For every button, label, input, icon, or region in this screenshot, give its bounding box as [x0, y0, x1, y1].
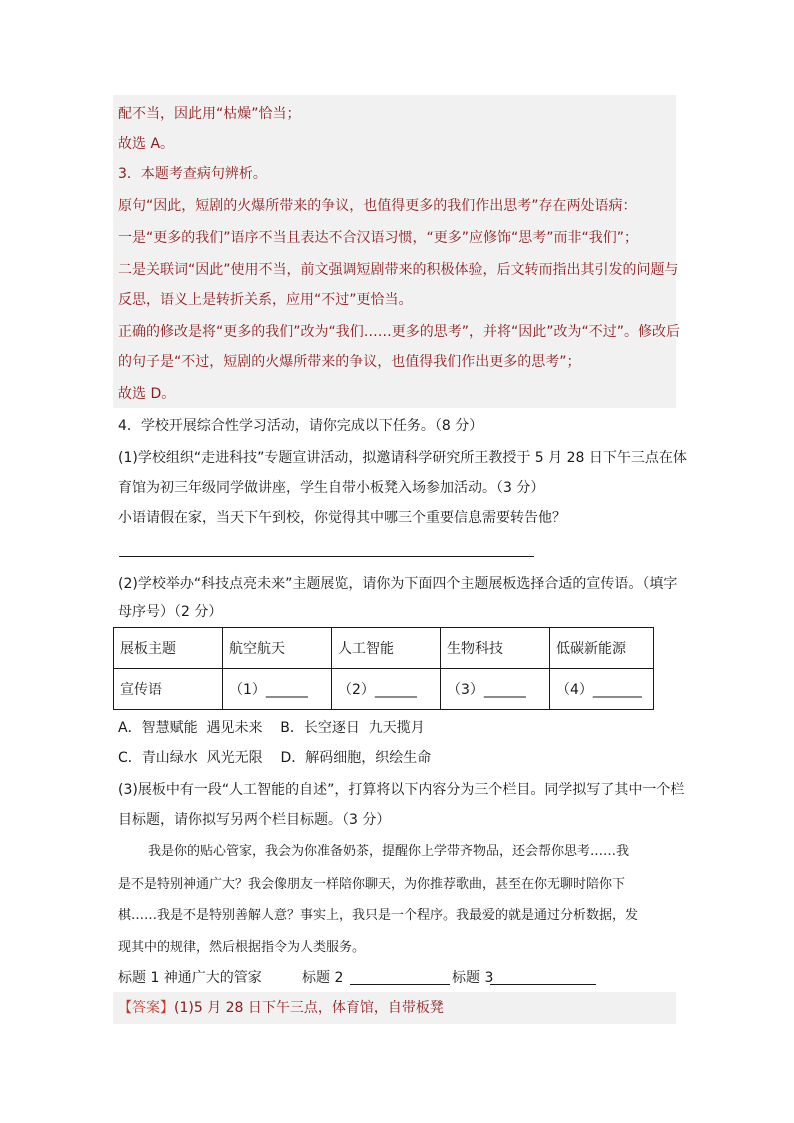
- table-cell[interactable]: （2）______: [332, 669, 441, 710]
- explanation-line: 反思，语义上是转折关系，应用“不过”更恰当。: [118, 292, 413, 308]
- passage-line: 我是你的贴心管家，我会为你准备奶茶，提醒你上学带齐物品，还会帮你思考……我: [148, 844, 630, 859]
- passage-line: 现其中的规律，然后根据指令为人类服务。: [118, 940, 366, 955]
- part2-line: 母序号）（2 分）: [118, 604, 223, 620]
- answer-text: (1)5 月 28 日下午三点，体育馆，自带板凳: [174, 1000, 444, 1016]
- table-cell: 低碳新能源: [550, 628, 654, 669]
- explanation-line: 二是关联词“因此”使用不当，前文强调短剧带来的积极体验，后文转而指出其引发的问题与: [118, 262, 679, 278]
- table-cell: 宣传语: [114, 669, 223, 710]
- title-2-label: 标题 2: [302, 970, 344, 986]
- table-cell: 航空航天: [223, 628, 332, 669]
- explanation-line: 的句子是“不过，短剧的火爆所带来的争议，也值得我们作出更多的思考”；: [118, 354, 581, 370]
- part1-line: 育馆为初三年级同学做讲座，学生自带小板凳入场参加活动。（3 分）: [118, 480, 545, 496]
- table-cell[interactable]: （1）______: [223, 669, 332, 710]
- table-cell: 展板主题: [114, 628, 223, 669]
- table-cell: 生物科技: [441, 628, 550, 669]
- option-line: C．青山绿水 风光无限 D．解码细胞，织绘生命: [118, 750, 432, 766]
- title-1: 标题 1 神通广大的管家: [118, 970, 262, 986]
- title-3-blank[interactable]: [490, 984, 596, 985]
- question-title: 4．学校开展综合性学习活动，请你完成以下任务。（8 分）: [118, 418, 484, 434]
- part1-line: (1)学校组织“走进科技”专题宣讲活动，拟邀请科学研究所王教授于 5 月 28 日下午三点在体: [118, 450, 687, 466]
- title-3-label: 标题 3: [452, 970, 494, 986]
- explanation-line: 故选 D。: [118, 386, 176, 402]
- table-row: [114, 628, 654, 669]
- passage-line: 是不是特别神通广大？我会像朋友一样陪你聊天，为你推荐歌曲，甚至在你无聊时陪你下: [118, 877, 626, 892]
- passage-line: 棋……我是不是特别善解人意？事实上，我只是一个程序。我最爱的就是通过分析数据，发: [118, 908, 639, 923]
- answer-tag: 【答案】: [118, 1000, 174, 1016]
- title-2-blank[interactable]: [350, 984, 450, 985]
- explanation-line: 配不当，因此用“枯燥”恰当；: [118, 106, 301, 122]
- part1-line: 小语请假在家，当天下午到校，你觉得其中哪三个重要信息需要转告他？: [118, 510, 566, 526]
- explanation-line: 原句“因此，短剧的火爆所带来的争议，也值得更多的我们作出思考”存在两处语病：: [118, 198, 637, 214]
- table-cell[interactable]: （3）______: [441, 669, 550, 710]
- explanation-line: 3．本题考查病句辨析。: [118, 166, 267, 182]
- explanation-line: 一是“更多的我们”语序不当且表达不合汉语习惯，“更多”应修饰“思考”而非“我们”；: [118, 230, 639, 246]
- answer-line: [118, 998, 444, 1018]
- answer-blank-line[interactable]: [119, 556, 534, 557]
- explanation-line: 故选 A。: [118, 136, 175, 152]
- explanation-line: 正确的修改是将“更多的我们”改为“我们……更多的思考”，并将“因此”改为“不过”。修改后: [118, 324, 681, 340]
- table-cell: 人工智能: [332, 628, 441, 669]
- part2-line: (2)学校举办“科技点亮未来”主题展览，请你为下面四个主题展板选择合适的宣传语。（填字: [118, 576, 678, 592]
- board-table: [113, 627, 654, 710]
- part3-line: 目标题，请你拟写另两个栏目标题。（3 分）: [118, 812, 391, 828]
- part3-line: (3)展板中有一段“人工智能的自述”，打算将以下内容分为三个栏目。同学拟写了其中一个栏: [118, 782, 685, 798]
- option-line: A．智慧赋能 遇见未来 B．长空逐日 九天揽月: [118, 720, 425, 736]
- table-row: [114, 669, 654, 710]
- table-cell[interactable]: （4）_______: [550, 669, 654, 710]
